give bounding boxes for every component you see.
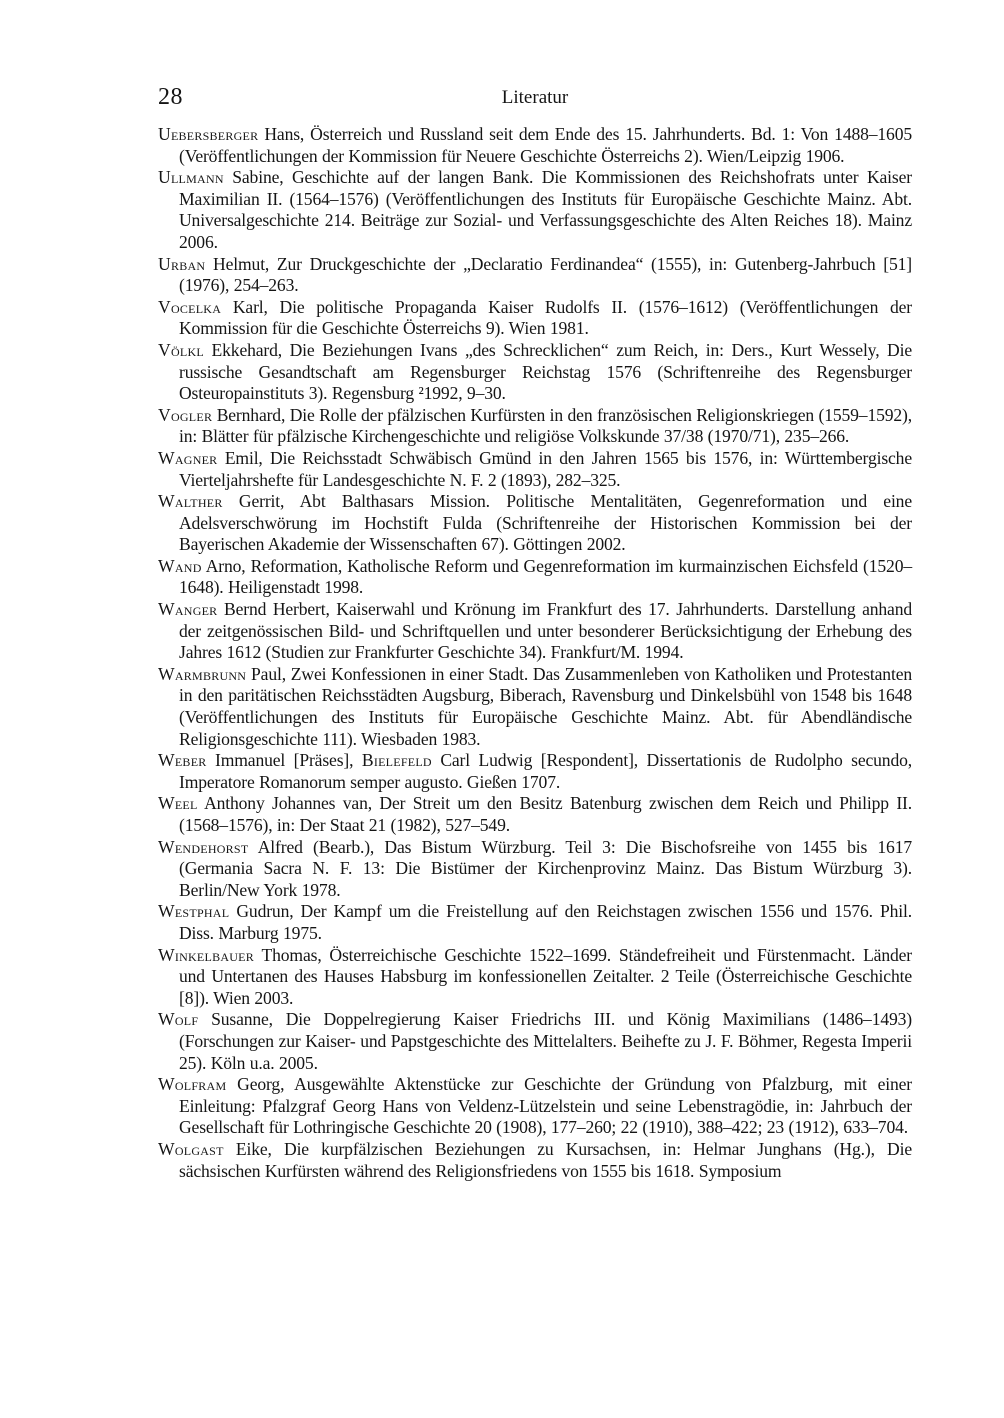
bibliography-entry bbox=[158, 405, 912, 448]
author-name: Weel bbox=[158, 793, 198, 814]
page-title: Literatur bbox=[501, 87, 569, 108]
bibliography-entry bbox=[158, 664, 912, 750]
bibliography-entry bbox=[158, 254, 912, 297]
bibliography-entry bbox=[158, 793, 912, 836]
author-name: Westphal bbox=[158, 901, 230, 922]
author-name: Wolgast bbox=[158, 1138, 224, 1159]
bibliography-entry bbox=[158, 340, 912, 405]
page-number: 28 bbox=[158, 84, 183, 110]
bibliography-entry bbox=[158, 945, 912, 1010]
entry-text: Carl Ludwig [Respondent], Dissertationis de Rudolpho secundo, Imperatore Romanorum semper augusto. Gießen 1707. bbox=[179, 750, 912, 792]
entry-text: Emil, Die Reichsstadt Schwäbisch Gmünd in den Jahren 1565 bis 1576, in: Württembergische Vierteljahrshefte für Landesgeschichte N. F. 2 (1893), 282–325. bbox=[179, 447, 912, 490]
entry-text: Georg, Ausgewählte Aktenstücke zur Geschichte der Gründung von Pfalzburg, mit einer Einleitung: Pfalzgraf Georg Hans von Veldenz-Lützelstein und seine Lebenstragödie, in: Jahrbuch der Gesellschaft für Lothringische Geschichte 20 (1908), 177–260; 22 (1910), 388–422; 23 (1912), 633–704. bbox=[179, 1074, 912, 1138]
author-name: Winkelbauer bbox=[158, 944, 255, 965]
entry-text: Gudrun, Der Kampf um die Freistellung auf den Reichstagen zwischen 1556 und 1576. Phil. Diss. Marburg 1975. bbox=[179, 901, 912, 943]
author-name: Warmbrunn bbox=[158, 663, 247, 684]
bibliography-entry bbox=[158, 124, 912, 167]
entry-text: Hans, Österreich und Russland seit dem Ende des 15. Jahrhunderts. Bd. 1: Von 1488–1605 (Veröffentlichungen der Kommission für Neuere Geschichte Österreichs 2). Wien/Leipzig 1906. bbox=[179, 124, 912, 166]
entry-text: Anthony Johannes van, Der Streit um den Besitz Batenburg zwischen dem Reich und Philipp II. (1568–1576), in: Der Staat 21 (1982), 527–549. bbox=[179, 793, 912, 835]
bibliography-entry bbox=[158, 1009, 912, 1074]
page-content bbox=[158, 84, 912, 1182]
entry-text: Arno, Reformation, Katholische Reform und Gegenreformation im kurmainzischen Eichsfeld (1520–1648). Heiligenstadt 1998. bbox=[179, 555, 912, 598]
author-name: Wolfram bbox=[158, 1074, 227, 1095]
entry-text: Immanuel [Präses], bbox=[206, 750, 362, 771]
entry-text: Karl, Die politische Propaganda Kaiser Rudolfs II. (1576–1612) (Veröffentlichungen der Kommission für die Geschichte Österreichs 9). Wien 1981. bbox=[179, 296, 912, 339]
entry-text: Alfred (Bearb.), Das Bistum Würzburg. Teil 3: Die Bischofsreihe von 1455 bis 1617 (Germania Sacra N. F. 13: Die Bistümer der Kirchenprovinz Mainz. Das Bistum Würzburg 3). Berlin/New York 1978. bbox=[179, 836, 912, 900]
author-name: Wand bbox=[158, 555, 202, 576]
bibliography-entry bbox=[158, 167, 912, 253]
entry-text: Susanne, Die Doppelregierung Kaiser Friedrichs III. und König Maximilians (1486–1493) (Forschungen zur Kaiser- und Papstgeschichte des Mittelalters. Beihefte zu J. F. Böhmer, Regesta Imperii 25). Köln u.a. 2005. bbox=[179, 1009, 912, 1073]
bibliography-entry bbox=[158, 837, 912, 902]
author-name: Walther bbox=[158, 491, 223, 512]
author-name: Bielefeld bbox=[361, 750, 432, 771]
author-name: Weber bbox=[158, 750, 207, 771]
bibliography-list bbox=[158, 124, 912, 1182]
bibliography-entry bbox=[158, 556, 912, 599]
author-name: Völkl bbox=[158, 339, 204, 360]
entry-text: Sabine, Geschichte auf der langen Bank. Die Kommissionen des Reichshofrats unter Kaiser Maximilian II. (1564–1576) (Veröffentlichungen des Instituts für Europäische Geschichte Mainz. Abt. Universalgeschichte 214. Beiträge zur Sozial- und Verfassungsgeschichte des Alten Reiches 18). Mainz 2006. bbox=[179, 167, 912, 252]
author-name: Vogler bbox=[158, 404, 213, 425]
bibliography-entry bbox=[158, 297, 912, 340]
author-name: Wanger bbox=[158, 599, 218, 620]
author-name: Ullmann bbox=[158, 167, 224, 188]
bibliography-entry bbox=[158, 1139, 912, 1182]
author-name: Wolf bbox=[158, 1009, 199, 1030]
author-name: Urban bbox=[158, 253, 206, 274]
entry-text: Paul, Zwei Konfessionen in einer Stadt. Das Zusammenleben von Katholiken und Protestanten in den paritätischen Reichsstädten Augsburg, Biberach, Ravensburg und Dinkelsbühl von 1548 bis 1648 (Veröffentlichungen des Instituts für Europäische Geschichte Mainz. Abt. für Abendländische Religionsgeschichte 111). Wiesbaden 1983. bbox=[179, 663, 912, 749]
author-name: Uebersberger bbox=[158, 124, 259, 144]
entry-text: Eike, Die kurpfälzischen Beziehungen zu Kursachsen, in: Helmar Junghans (Hg.), Die sächsischen Kurfürsten während des Religionsfriedens von 1555 bis 1618. Symposium bbox=[179, 1138, 912, 1181]
bibliography-entry bbox=[158, 750, 912, 793]
bibliography-entry bbox=[158, 448, 912, 491]
entry-text: Ekkehard, Die Beziehungen Ivans „des Schrecklichen“ zum Reich, in: Ders., Kurt Wessely, Die russische Gesandtschaft am Regensburger Reichstag 1576 (Schriftenreihe des Regensburger Osteuropainstituts 3). Regensburg ²1992, 9–30. bbox=[179, 339, 912, 404]
running-header bbox=[158, 84, 912, 111]
bibliography-entry bbox=[158, 901, 912, 944]
entry-text: Bernd Herbert, Kaiserwahl und Krönung im Frankfurt des 17. Jahrhunderts. Darstellung anhand der zeitgenössischen Bild- und Schriftquellen und unter besonderer Berücksichtigung der Erhebung des Jahres 1612 (Studien zur Frankfurter Geschichte 34). Frankfurt/M. 1994. bbox=[179, 599, 912, 663]
author-name: Wagner bbox=[158, 447, 218, 468]
author-name: Wendehorst bbox=[158, 836, 249, 857]
entry-text: Bernhard, Die Rolle der pfälzischen Kurfürsten in den französischen Religionskriegen (1559–1592), in: Blätter für pfälzische Kirchengeschichte und religiöse Volkskunde 37/38 (1970/71), 235–266. bbox=[179, 404, 912, 447]
bibliography-entry bbox=[158, 1074, 912, 1139]
author-name: Vocelka bbox=[158, 296, 222, 317]
entry-text: Thomas, Österreichische Geschichte 1522–1699. Ständefreiheit und Fürstenmacht. Länder und Untertanen des Hauses Habsburg im konfessionellen Zeitalter. 2 Teile (Österreichische Geschichte [8]). Wien 2003. bbox=[179, 944, 912, 1008]
entry-text: Helmut, Zur Druckgeschichte der „Declaratio Ferdinandea“ (1555), in: Gutenberg-Jahrbuch [51] (1976), 254–263. bbox=[179, 253, 912, 296]
bibliography-entry bbox=[158, 491, 912, 556]
bibliography-entry bbox=[158, 599, 912, 664]
entry-text: Gerrit, Abt Balthasars Mission. Politische Mentalitäten, Gegenreformation und eine Adelsverschwörung im Hochstift Fulda (Schriftenreihe der Historischen Kommission bei der Bayerischen Akademie der Wissenschaften 67). Göttingen 2002. bbox=[179, 491, 912, 555]
